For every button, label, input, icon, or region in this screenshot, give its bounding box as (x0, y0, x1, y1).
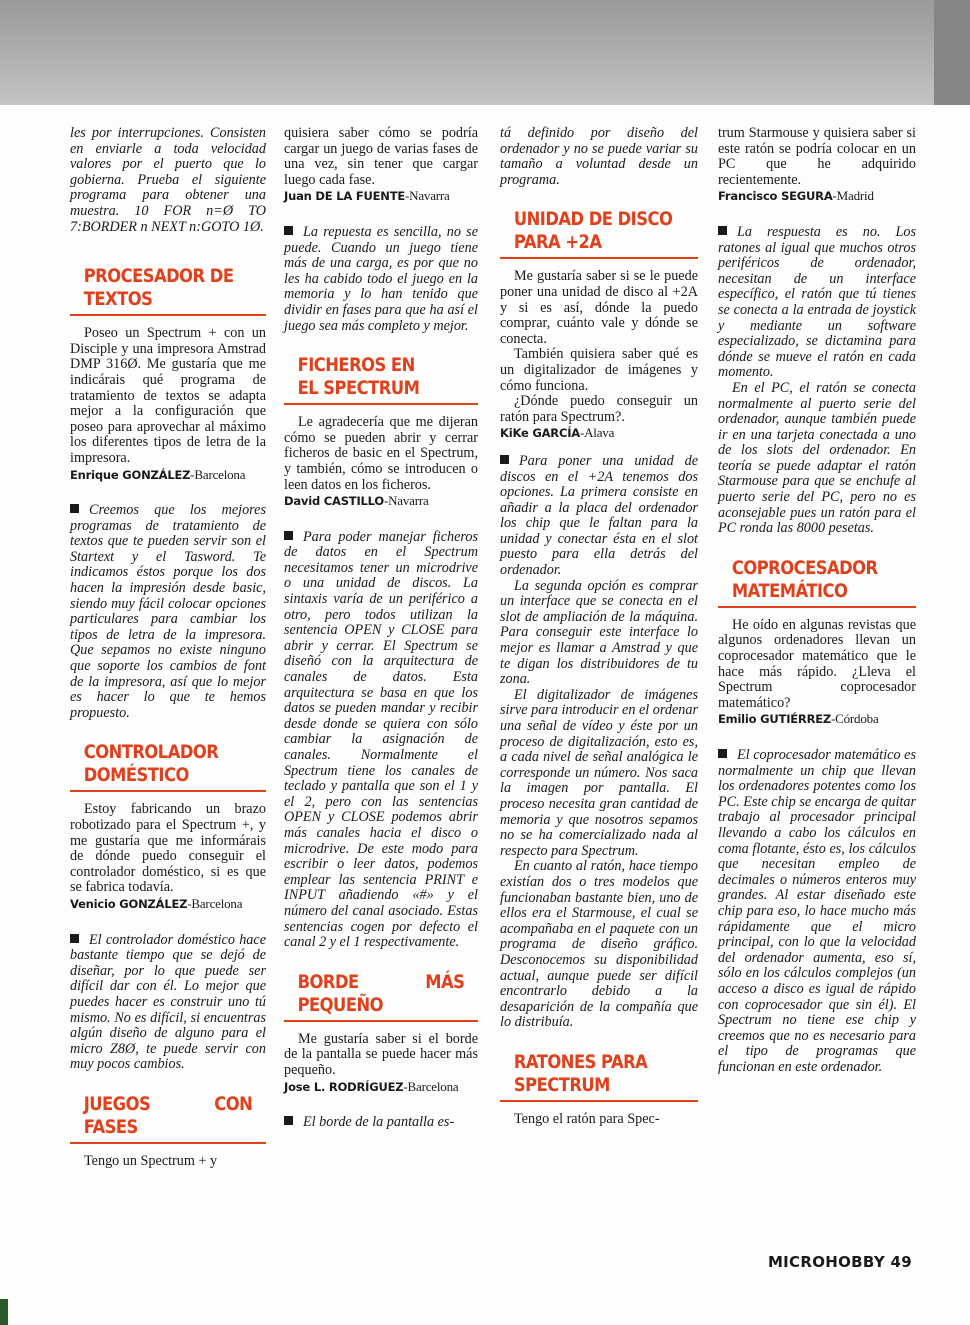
heading-line: DOMÉSTICO (83, 764, 189, 787)
question-text: Le agradecería que me dijeran cómo se pueden abrir y cerrar ficheros de basic en el Spectrum, y también, cómo se introducen o leen datos en los ficheros. (284, 414, 478, 493)
page-footer (768, 1253, 912, 1271)
bullet-square-icon (284, 226, 293, 235)
answer-text (718, 225, 916, 381)
bullet-square-icon (70, 504, 79, 513)
scanner-edge-tab (934, 0, 970, 105)
signature-location: -Madrid (832, 188, 874, 204)
answer-body: El borde de la pantalla es- (303, 1114, 455, 1131)
question-text: He oído en algunas revistas que algunos ordenadores llevan un coprocesador matemático que le hace más rápido. ¿Lleva el Spectrum coprocesador matemático? (718, 616, 916, 711)
question-text: Me gustaría saber si se le puede poner una unidad de disco al +2A y si es así, dónde la puedo comprar, cuánto vale y dónde se conecta. (500, 268, 698, 347)
page-number: 49 (890, 1253, 912, 1271)
answer-body: El coprocesador matemático es normalmente un chip que llevan los ordenadores potentes como los PC. Este chip se encarga de quitar trabajo al procesador principal llevando a cabo los cálculos en coma flotante, ésto es, los cálculos que necesitan empleo de decimales o números enteros muy grandes. Al estar diseñado este chip para eso, lo hace mucho más rápidamente que el micro principal, con lo que la velocidad del ordenador aumenta, eso sí, sólo en los cálculos complejos (un acceso a disco es igual de rápido con coprocesador que sin él). El Spectrum no tiene ese chip y creemos que no es necesario para el tipo de programas que funcionan en este ordenador. (718, 747, 916, 1075)
heading-rule (500, 1100, 698, 1102)
answer-text (718, 748, 916, 1075)
answer-text (70, 503, 266, 721)
signature-name: Enrique GONZÁLEZ (70, 467, 191, 482)
signature (718, 711, 916, 728)
question-text: Tengo el ratón para Spec- (514, 1110, 660, 1127)
heading-line: PROCESADOR DE (83, 265, 234, 288)
column-4 (718, 126, 916, 1075)
heading-rule (70, 314, 266, 316)
question-text: quisiera saber cómo se podría cargar un juego de varias fases de una vez, sin tener que cargar luego cada fase. (284, 125, 478, 188)
bullet-square-icon (718, 749, 727, 758)
column-2 (284, 126, 478, 1131)
heading-rule (718, 606, 916, 608)
heading-rule (70, 1142, 266, 1144)
answer-text: La segunda opción es comprar un interface que se conecta en el slot de ampliación de la máquina. Para conseguir este interface lo mejor es llamar a Amstrad y que te digan los distribuidores de tu zona. (500, 577, 698, 688)
answer-text: En cuanto al ratón, hace tiempo existían dos o tres modelos que funcionaban bastante bien, uno de ellos era el Starmouse, el cual se acompañaba en el paquete con un programa de diseño gráfico. Desconocemos su disponibilidad actual, aunque puede ser difícil encontrarlo debido a la desaparición de la compañía que lo distribuía. (500, 858, 698, 1031)
magazine-name: MICROHOBBY (767, 1253, 885, 1271)
answer-text (70, 933, 266, 1073)
answer-text: les por interrupciones. Consisten en enviarle a toda velocidad valores por el puerto que lo gobierna. Prueba el siguiente programa para obtener una muestra. 10 FOR n=Ø TO 7:BORDER n NEXT n:GOTO 1Ø. (70, 125, 266, 235)
answer-text (500, 454, 698, 579)
heading-line: UNIDAD DE DISCO (513, 208, 673, 231)
section-heading-ficheros (284, 354, 478, 405)
signature (284, 188, 478, 205)
signature (718, 188, 916, 205)
heading-line: PARA +2A (513, 231, 602, 254)
answer-text: tá definido por diseño del ordenador y no se puede variar su tamaño a voluntad desde un programa. (500, 125, 698, 188)
answer-text: El digitalizador de imágenes sirve para introducir en el ordenar una señal de vídeo y éste por un proceso de digitalización, esto es, a cada nivel de señal analógica le corresponde un número. Nos saca la imagen por pantalla. El proceso necesita gran cantidad de memoria y que nosotros sepamos no se ha comercializado nada al respecto para Spectrum. (500, 686, 698, 859)
answer-text (284, 225, 478, 334)
signature-location: -Barcelona (187, 895, 243, 911)
answer-text: En el PC, el ratón se conecta normalmente al puerto serie del ordenador, aunque también puede ir en una tarjeta conectada a uno de los slots del ordenador. En teoría se puede adaptar el ratón Starmouse para que se enchufe al puerto serie del PC, pero no es aconsejable pues un ratón para el PC ronda las 8000 pesetas. (718, 379, 916, 537)
heading-line: TEXTOS (83, 288, 153, 311)
section-heading-procesador (70, 265, 266, 316)
section-heading-juegos (70, 1093, 266, 1144)
signature-name: KiKe GARCÍA (500, 426, 580, 441)
heading-line: COPROCESADOR (731, 556, 878, 579)
answer-body: La repuesta es sencilla, no se puede. Cuando un juego tiene más de una carga, es por que no les ha cabido todo el juego en la memoria y lo han tenido que dividir en fases para que ha así el juego sea más completo y mejor. (284, 223, 478, 334)
heading-line: FICHEROS EN (297, 354, 415, 377)
bullet-square-icon (284, 531, 293, 540)
column-3 (500, 126, 698, 1127)
signature-location: -Barcelona (190, 466, 246, 482)
signature-location: -Navarra (383, 493, 429, 509)
section-heading-unidad (500, 208, 698, 259)
signature (284, 1079, 478, 1096)
signature-name: Jose L. RODRÍGUEZ (284, 1079, 404, 1094)
signature (284, 493, 478, 510)
signature-name: Emilio GUTIÉRREZ (718, 712, 832, 727)
question-text: También quisiera saber qué es un digitalizador de imágenes y cómo funciona. (500, 346, 698, 394)
answer-body: La respuesta es no. Los ratones al igual que muchos otros periféricos de ordenador, necesitan de un interface específico, el ratón que tú tienes se conecta a la entrada de joystick y mediante un software especializado, se dictamina para dónde se mueve el ratón en cada momento. (718, 223, 916, 381)
heading-rule (500, 257, 698, 259)
heading-rule (284, 1020, 478, 1022)
signature-name: Francisco SEGURA (718, 189, 833, 204)
heading-line: EL SPECTRUM (297, 377, 420, 400)
signature (70, 467, 266, 484)
heading-rule (284, 403, 478, 405)
signature (70, 896, 266, 913)
scan-corner-mark (0, 1299, 8, 1325)
question-text: trum Starmouse y quisiera saber si este ratón se podría colocar en un PC que he adquirido recientemente. (718, 125, 916, 188)
signature-name: Venicio GONZÁLEZ (70, 896, 188, 911)
question-text: ¿Dónde puedo conseguir un ratón para Spectrum?. (500, 393, 698, 425)
bullet-square-icon (70, 934, 79, 943)
signature-name: Juan DE LA FUENTE (284, 189, 406, 204)
section-heading-coprocesador (718, 557, 916, 608)
heading-line: BORDE MÁS PEQUEÑO (297, 970, 465, 1016)
heading-line: RATONES PARA (513, 1050, 648, 1073)
scanner-top-band (0, 0, 970, 105)
answer-text (284, 530, 478, 951)
heading-line: MATEMÁTICO (731, 579, 848, 602)
answer-text (284, 1115, 478, 1131)
signature-location: -Barcelona (403, 1078, 459, 1094)
answer-body: Para poder manejar ficheros de datos en el Spectrum necesitamos tener un microdrive o una unidad de discos. La sintaxis varía de un periférico a otro, pero todos utilizan la sentencia OPEN y CLOSE para abrir y cerrar. El Spectrum se diseñó con la arquitectura de canales de datos. Esta arquitectura se basa en que los datos se pueden mandar y recibir desde donde se quiera con sólo cambiar la asignación de canales. Normalmente el Spectrum tiene los canales de teclado y pantalla que son el 1 y el 2, pero con las sentencias OPEN y CLOSE podemos abrir más canales hacia el disco o microdrive. De este modo para escribir o leer datos, podemos emplear las sentencia PRINT e INPUT añadiendo «#» y el número del canal asociado. Estas sentencias cogen por defecto el canal 2 y el 1 respectivamente. (284, 528, 478, 951)
heading-line: JUEGOS CON FASES (83, 1092, 253, 1138)
section-heading-ratones (500, 1051, 698, 1102)
signature (500, 425, 698, 442)
question-text: Me gustaría saber si el borde de la pantalla se puede hacer más pequeño. (284, 1030, 478, 1078)
heading-line: CONTROLADOR (83, 741, 219, 764)
answer-body: El controlador doméstico hace bastante tiempo que se dejó de diseñar, por lo que puede ser difícil dar con él. Lo mejor que puedes hacer es construir uno tú mismo. No es difícil, si encuentras algún diseño de alguno para el micro Z8Ø, te puede servir con muy pocos cambios. (70, 931, 266, 1073)
section-heading-borde (284, 971, 478, 1022)
question-text: Tengo un Spectrum + y (84, 1152, 218, 1169)
bullet-square-icon (284, 1116, 293, 1125)
column-1 (70, 126, 266, 1170)
heading-line: SPECTRUM (513, 1073, 610, 1096)
question-text: Poseo un Spectrum + con un Disciple y una impresora Amstrad DMP 316Ø. Me gustaría que me indicárais qué programa de tratamiento de textos se adapta mejor a la configuración que poseo para aprovechar al máximo los diferentes tipos de letra de la impresora. (70, 325, 266, 466)
signature-location: -Navarra (405, 188, 450, 204)
signature-location: -Alava (579, 425, 615, 441)
bullet-square-icon (500, 455, 509, 464)
question-text: Estoy fabricando un brazo robotizado para el Spectrum +, y me gustaría que me informárais de dónde puedo conseguir el controlador doméstico, si es que se fabrica todavía. (70, 801, 266, 896)
heading-rule (70, 790, 266, 792)
section-heading-controlador (70, 741, 266, 792)
bullet-square-icon (718, 226, 727, 235)
answer-body: Para poner una unidad de discos en el +2A tenemos dos opciones. La primera consiste en añadir a la placa del ordenador los chip que le faltan para la unidad y conectar ésta en el slot puesto para ella detrás del ordenador. (500, 452, 698, 579)
answer-body: Creemos que los mejores programas de tratamiento de textos que te pueden servir son el Startext y el Tasword. Te indicamos éstos porque los dos hacen la impresión desde basic, siendo muy fácil colocar opciones particulares para cambiar los tipos de letra de la impresora. Que sepamos no existe ninguno que soporte los cambios de font de la impresora, así que lo mejor es hacer lo que te hemos propuesto. (70, 502, 266, 721)
signature-location: -Córdoba (831, 711, 879, 727)
signature-name: David CASTILLO (284, 494, 384, 509)
